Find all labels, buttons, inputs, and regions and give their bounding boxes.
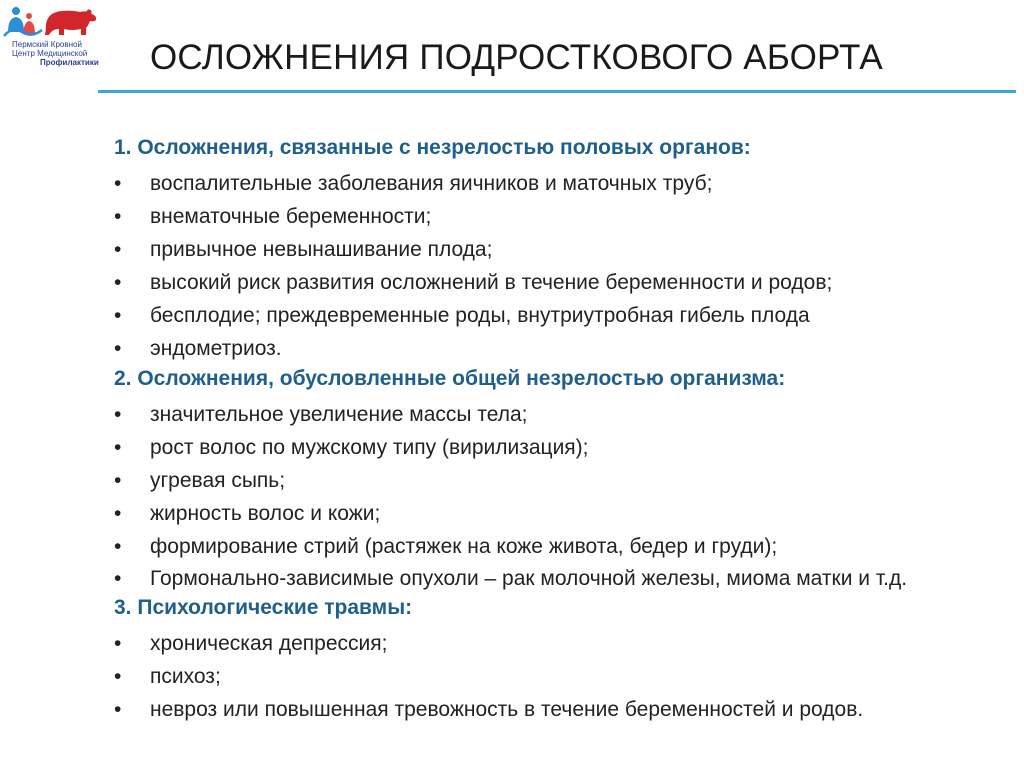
list-item: • психоз; <box>114 660 1014 693</box>
slide-content <box>114 134 1014 726</box>
bullet-icon: • <box>114 469 122 492</box>
bullet-icon: • <box>114 567 122 590</box>
list-item: • жирность волос и кожи; <box>114 497 1014 530</box>
list-item: • Гормонально-зависимые опухоли – рак молочной железы, миома матки и т.д. <box>114 563 950 594</box>
title-divider <box>98 90 1016 93</box>
bullet-icon: • <box>114 337 122 360</box>
organization-logo <box>2 2 102 68</box>
bullet-icon: • <box>114 238 122 261</box>
bullet-icon: • <box>114 436 122 459</box>
list-item: • внематочные беременности; <box>114 200 1014 233</box>
list-item: • хроническая депрессия; <box>114 627 1014 660</box>
slide-title: ОСЛОЖНЕНИЯ ПОДРОСТКОВОГО АБОРТА <box>150 38 883 77</box>
logo-line-2: Центр Медицинской <box>12 49 88 58</box>
section-heading-3: 3. Психологические травмы: <box>114 596 413 619</box>
list-item: • высокий риск развития осложнений в течение беременности и родов; <box>114 266 1014 299</box>
list-item: • невроз или повышенная тревожность в течение беременностей и родов. <box>114 693 1014 726</box>
bullet-icon: • <box>114 172 122 195</box>
bullet-icon: • <box>114 698 122 721</box>
list-item: • эндометриоз. <box>114 332 1014 365</box>
list-item: • бесплодие; преждевременные роды, внутриутробная гибель плода <box>114 299 1014 332</box>
bullet-icon: • <box>114 502 122 525</box>
bullet-icon: • <box>114 665 122 688</box>
bullet-icon: • <box>114 535 122 558</box>
bullet-icon: • <box>114 632 122 655</box>
list-item: • угревая сыпь; <box>114 464 1014 497</box>
list-item: • рост волос по мужскому типу (вирилизация); <box>114 431 1014 464</box>
list-item: • воспалительные заболевания яичников и маточных труб; <box>114 167 1014 200</box>
bullet-icon: • <box>114 403 122 426</box>
section-heading-2: 2. Осложнения, обусловленные общей незрелостью организма: <box>114 367 786 390</box>
bullet-icon: • <box>114 271 122 294</box>
section-heading-1: 1. Осложнения, связанные с незрелостью половых органов: <box>114 136 751 159</box>
list-item: • формирование стрий (растяжек на коже живота, бедер и груди); <box>114 530 1014 563</box>
list-item: • привычное невынашивание плода; <box>114 233 1014 266</box>
list-item: • значительное увеличение массы тела; <box>114 398 1014 431</box>
bullet-icon: • <box>114 304 122 327</box>
logo-line-3: Профилактики <box>40 58 99 67</box>
bullet-icon: • <box>114 205 122 228</box>
bear-and-family-icon <box>2 2 102 42</box>
logo-line-1: Пермский Кровной <box>12 40 82 49</box>
